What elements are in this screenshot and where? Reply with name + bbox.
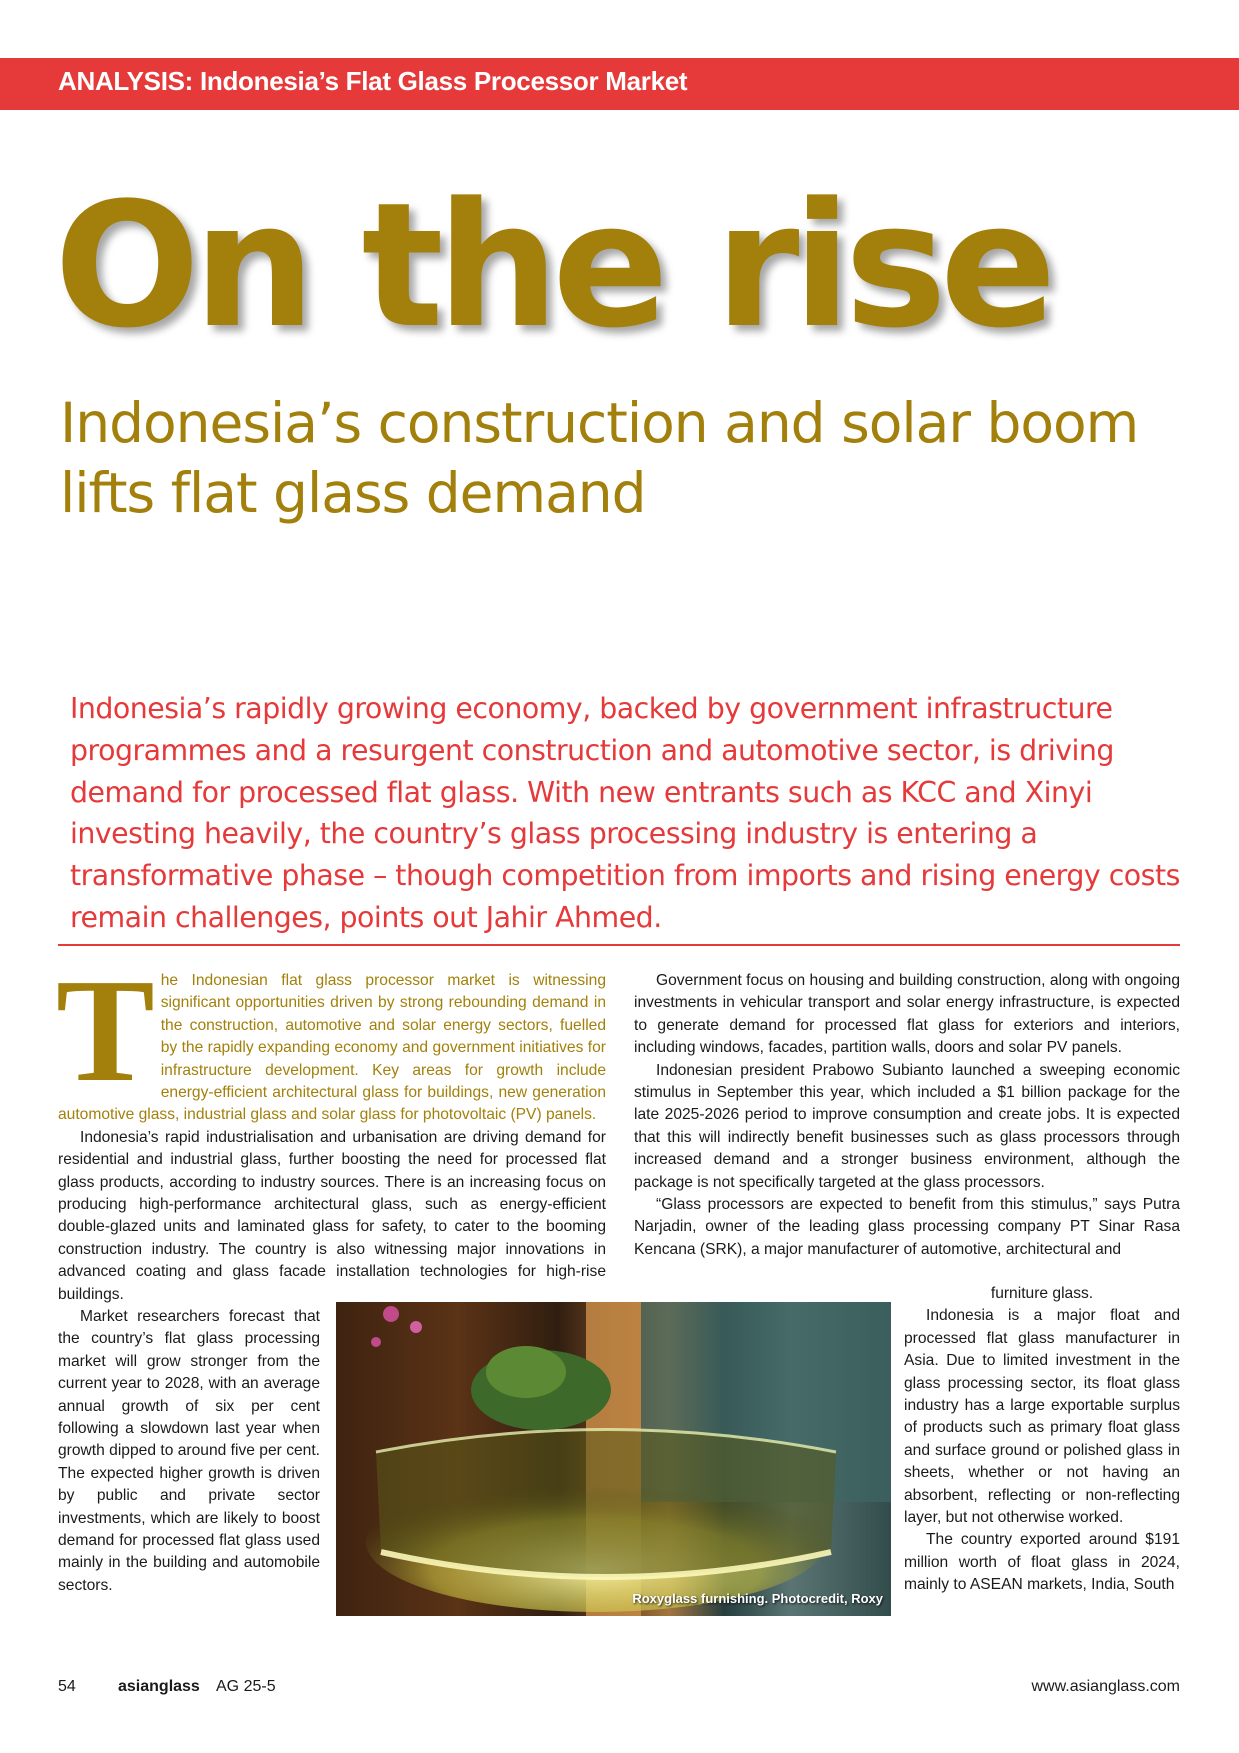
reception-desk-illustration bbox=[336, 1302, 891, 1616]
article-column-1 bbox=[56, 949, 606, 1306]
paragraph-3: Government focus on housing and building construction, along with ongoing investments in vehicular transport and solar energy infrastructure, is expected to generate demand for processed flat glass for exteriors and interiors, including windows, facades, partition walls, doors and solar PV panels. bbox=[634, 972, 1180, 1057]
divider-rule bbox=[58, 944, 1180, 946]
footer-brand: asianglass bbox=[118, 1678, 200, 1695]
standfirst: Indonesia’s rapidly growing economy, backed by government infrastructure programmes and a resurgent construction and automotive sector, is driving demand for processed flat glass. With new entrants such as KCC and Xinyi investing heavily, the country’s glass processing industry is entering a transformative phase – though competition from imports and rising energy costs remain challenges, points out Jahir Ahmed. bbox=[70, 692, 1180, 934]
paragraph-2: Market researchers forecast that the country’s flat glass processing market will grow stronger from the current year to 2028, with an average annual growth of six per cent following a slowdown last year when growth dipped to around five per cent. The expected higher growth is driven by public and private sector investments, which are likely to boost demand for processed flat glass used mainly in the building and automobile sectors. bbox=[58, 1308, 320, 1594]
paragraph-4: Indonesian president Prabowo Subianto launched a sweeping economic stimulus in September this year, which included a $1 billion package for the late 2025-2026 period to improve consumption and create jobs. It is expected that this will indirectly benefit businesses such as glass processors through increased demand and a stronger business environment, although the package is not specifically targeted at the glass processors. bbox=[634, 1061, 1180, 1191]
paragraph-7: The country exported around $191 million worth of float glass in 2024, mainly to ASEAN markets, India, South bbox=[904, 1531, 1180, 1594]
lead-text: he Indonesian flat glass processor market is witnessing significant opportunities driven by strong rebounding demand in the construction, automotive and solar energy sectors, fuelled by the rapidly expanding economy and government initiatives for infrastructure development. Key areas for growth include energy-efficient architectural glass for buildings, new generation automotive glass, industrial glass and solar glass for photovoltaic (PV) panels. bbox=[58, 972, 606, 1124]
paragraph-5-tail: furniture glass. bbox=[990, 1285, 1094, 1302]
article-column-1-lower bbox=[58, 1306, 320, 1597]
article-column-2 bbox=[634, 970, 1180, 1261]
drop-cap: T bbox=[56, 949, 155, 1113]
photo-caption: Roxyglass furnishing. Photocredit, Roxy bbox=[632, 1591, 883, 1606]
footer-issue: AG 25-5 bbox=[216, 1678, 276, 1695]
section-banner-label: ANALYSIS: Indonesia’s Flat Glass Processor Market bbox=[58, 66, 688, 96]
paragraph-5: “Glass processors are expected to benefit from this stimulus,” says Putra Narjadin, owner of the leading glass processing company PT Sinar Rasa Kencana (SRK), a major manufacturer of automotive, architectural and bbox=[634, 1196, 1180, 1258]
footer-url[interactable]: www.asianglass.com bbox=[1031, 1678, 1180, 1695]
headline: On the rise bbox=[54, 165, 1050, 366]
article-column-3 bbox=[904, 1283, 1180, 1597]
page-number: 54 bbox=[58, 1678, 76, 1695]
paragraph-1: Indonesia’s rapid industrialisation and urbanisation are driving demand for residential and industrial glass, further boosting the need for processed flat glass products, according to industry sources. There is an increasing focus on producing high-performance architectural glass, such as energy-efficient double-glazed units and laminated glass for safety, to cater to the booming construction industry. The country is also witnessing major innovations in advanced coating and glass facade installation technologies for high-rise buildings. bbox=[58, 1128, 606, 1303]
subheadline: Indonesia’s construction and solar boom lifts flat glass demand bbox=[60, 391, 1139, 525]
lead-paragraph bbox=[56, 949, 606, 1127]
article-photo bbox=[336, 1302, 891, 1616]
paragraph-6: Indonesia is a major float and processed flat glass manufacturer in Asia. Due to limited investment in the glass processing sector, its float glass industry has a large exportable surplus of products such as primary float glass and surface ground or polished glass in sheets, whether or not having an absorbent, reflecting or non-reflecting layer, but not otherwise worked. bbox=[904, 1307, 1180, 1527]
section-banner bbox=[0, 58, 1239, 110]
